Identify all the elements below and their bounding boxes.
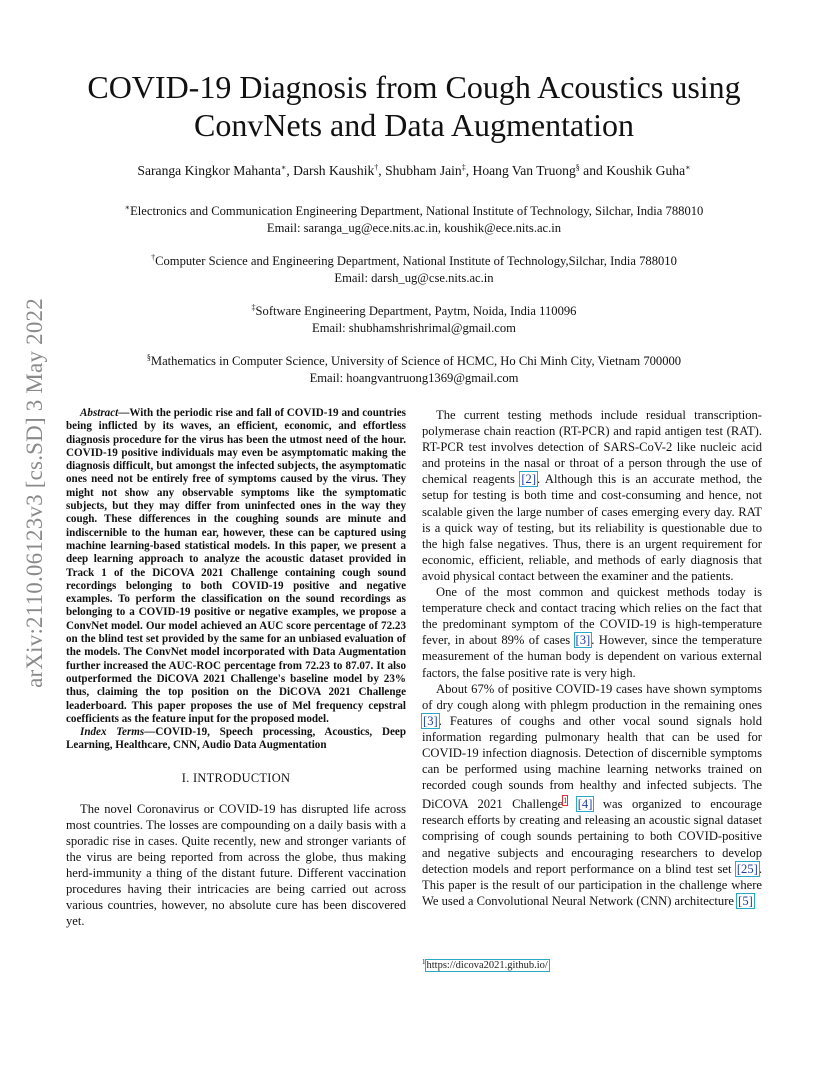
affiliation-email: Email: saranga_ug@ece.nits.ac.in, koushik@ece.nits.ac.in bbox=[266, 221, 562, 235]
body-paragraph bbox=[422, 584, 762, 681]
citation-link[interactable]: [3] bbox=[575, 633, 591, 648]
body-paragraph bbox=[422, 407, 762, 584]
paragraph-text: . Although this is an accurate method, the setup for testing is both time and cost-consuming and hence, not scalable given the large number of cases emerging every day. RAT is a quick way of testing, but its reliability is questionable due to the high false negatives. Thus, there is an urgent requirement for economic, efficient, reliable, and methods of early diagnosis that avoid physical contact between the examiner and the patients. bbox=[422, 472, 762, 583]
affiliation-block bbox=[60, 199, 768, 237]
paragraph-text: . However, since the temperature measurement of the human body is dependent on various external factors, the false positive rate is very high. bbox=[422, 633, 762, 680]
affiliation-block bbox=[60, 299, 768, 337]
affiliation-block bbox=[60, 349, 768, 387]
affiliation-mark: † bbox=[151, 253, 156, 262]
citation-link[interactable]: [25] bbox=[736, 861, 758, 876]
paragraph-text: was organized to encourage research efforts by creating and releasing an acoustic signal dataset comprising of cough sounds pertaining to both COVID-positive and negative subjects and encouraging researchers to develop detection models and report performance on a blind test set bbox=[422, 797, 762, 876]
author-list bbox=[60, 163, 768, 179]
arxiv-identifier bbox=[20, 288, 50, 698]
affiliation-mark: § bbox=[146, 353, 151, 362]
index-terms bbox=[66, 726, 406, 753]
affiliation-email: Email: shubhamshrishrimal@gmail.com bbox=[312, 321, 516, 335]
author-separator: and bbox=[579, 163, 607, 178]
abstract bbox=[66, 407, 406, 726]
paragraph-text: . Features of coughs and other vocal sound signals hold information regarding pulmonary health that can be used for COVID-19 infection diagnosis. Detection of discernible symptoms can be performed using machine learning networks trained on recorded cough sounds from healthy and infected subjects. The DiCOVA 2021 Challenge bbox=[422, 713, 762, 812]
author-mark: ∗ bbox=[280, 163, 287, 172]
section-heading: I. INTRODUCTION bbox=[181, 770, 291, 785]
index-terms-text: —COVID-19, Speech processing, Acoustics, Deep Learning, Healthcare, CNN, Audio Data Augmentation bbox=[66, 726, 406, 752]
citation-link[interactable]: [4] bbox=[577, 797, 593, 812]
author-name: Saranga Kingkor Mahanta bbox=[137, 163, 281, 178]
paragraph-text bbox=[567, 797, 577, 811]
affiliation-email: Email: darsh_ug@cse.nits.ac.in bbox=[334, 271, 494, 285]
affiliation-org: Computer Science and Engineering Department, National Institute of Technology,Silchar, India 788010 bbox=[155, 254, 677, 268]
affiliation-block bbox=[60, 249, 768, 287]
author-name: Koushik Guha bbox=[606, 163, 686, 178]
index-terms-label: Index Terms bbox=[80, 726, 145, 739]
author-name: Shubham Jain bbox=[385, 163, 462, 178]
author-mark: ∗ bbox=[685, 163, 691, 172]
paragraph-text: . This paper is the result of our participation in the challenge where We used a Convolutional Neural Network (CNN) architecture bbox=[422, 861, 762, 908]
author-mark: † bbox=[374, 163, 379, 172]
author-mark: § bbox=[575, 163, 580, 172]
author-separator: , bbox=[286, 163, 294, 178]
abstract-text: —With the periodic rise and fall of COVID-19 and countries being inflicted by its waves, an efficient, economic, and effortless diagnosis procedure for the virus has been the utmost need of the hour. COVID-19 positive individuals may even be asymptomatic making the diagnosis difficult, but amongst the infected subjects, the asymptomatic ones need not be entirely free of symptoms caused by the virus. They might not show any observable symptoms like the symptomatic subjects, but they may differ from uninfected ones in the way they cough. These differences in the coughing sounds are minute and indiscernible to the human ear, however, these can be captured using machine learning-based statistical models. In this paper, we present a deep learning approach to analyze the acoustic dataset provided in Track 1 of the DiCOVA 2021 Challenge containing cough sound recordings belonging to both COVID-19 positive and negative examples. To perform the classification on the sound recordings as belonging to a COVID-19 positive or negative examples, we propose a ConvNet model. Our model achieved an AUC score percentage of 72.23 on the blind test set provided by the same for an unbiased evaluation of the models. The ConvNet model incorporated with Data Augmentation further increased the AUC-ROC percentage from 72.23 to 87.07. It also outperformed the DiCOVA 2021 Challenge's baseline model by 23% thus, claiming the top position on the DiCOVA 2021 Challenge leaderboard. This paper proposes the use of Mel frequency cepstral coefficients as the feature input for the proposed model. bbox=[66, 407, 406, 725]
body-paragraph bbox=[422, 681, 762, 909]
citation-link[interactable]: [2] bbox=[521, 472, 537, 487]
citation-link[interactable]: [5] bbox=[738, 893, 753, 908]
paragraph-text: The current testing methods include residual transcription-polymerase chain reaction (RT-PCR) and rapid antigen test (RAT). RT-PCR test involves detection of SARS-CoV-2 like nucleic acid and proteins in the nasal or throat of a person through the use of chemical reagents bbox=[422, 408, 762, 487]
footnote-mark: 1 bbox=[422, 958, 426, 966]
author-separator: , bbox=[378, 163, 386, 178]
arxiv-identifier-text: arXiv:2110.06123v3 [cs.SD] 3 May 2022 bbox=[22, 298, 47, 688]
footnote bbox=[422, 958, 549, 971]
author-mark: ‡ bbox=[461, 163, 466, 172]
citation-link[interactable]: [3] bbox=[423, 713, 438, 728]
intro-paragraph: The novel Coronavirus or COVID-19 has disrupted life across most countries. The losses are compounding on a daily basis with a sporadic rise in cases. Quite recently, new and stronger variants of the virus are being reported from across the globe, thus making herd-immunity a thing of the distant future. Different vaccination procedures having their intricacies are being carried out across various countries, however, no absolute cure has been discovered yet. bbox=[66, 801, 406, 929]
paragraph-text: About 67% of positive COVID-19 cases have shown symptoms of dry cough along with phlegm production in the remaining ones bbox=[422, 681, 762, 712]
author-name: Darsh Kaushik bbox=[293, 163, 375, 178]
author-name: Hoang Van Truong bbox=[472, 163, 576, 178]
abstract-label: Abstract bbox=[80, 407, 119, 419]
paragraph-text: One of the most common and quickest methods today is temperature check and contact tracing which relies on the fact that the predominant symptom of the COVID-19 is high-temperature fever, in about 89% of cases bbox=[422, 585, 762, 648]
affiliation-mark: ‡ bbox=[251, 303, 256, 312]
left-column bbox=[66, 407, 406, 930]
footnote-link[interactable]: 1 bbox=[563, 796, 568, 806]
affiliation-email: Email: hoangvantruong1369@gmail.com bbox=[309, 371, 519, 385]
affiliation-org: Mathematics in Computer Science, University of Science of HCMC, Ho Chi Minh City, Vietnam 700000 bbox=[150, 354, 682, 368]
affiliation-org: Software Engineering Department, Paytm, Noida, India 110096 bbox=[255, 304, 577, 318]
paper-title: COVID-19 Diagnosis from Cough Acoustics using ConvNets and Data Augmentation bbox=[87, 69, 741, 143]
affiliation-org: Electronics and Communication Engineering Department, National Institute of Technology, Silchar, India 788010 bbox=[130, 204, 704, 218]
affiliation-mark: ∗ bbox=[124, 203, 131, 212]
right-column bbox=[422, 407, 762, 909]
author-separator: , bbox=[465, 163, 473, 178]
footnote-url-link[interactable]: https://dicova2021.github.io/ bbox=[426, 960, 548, 971]
